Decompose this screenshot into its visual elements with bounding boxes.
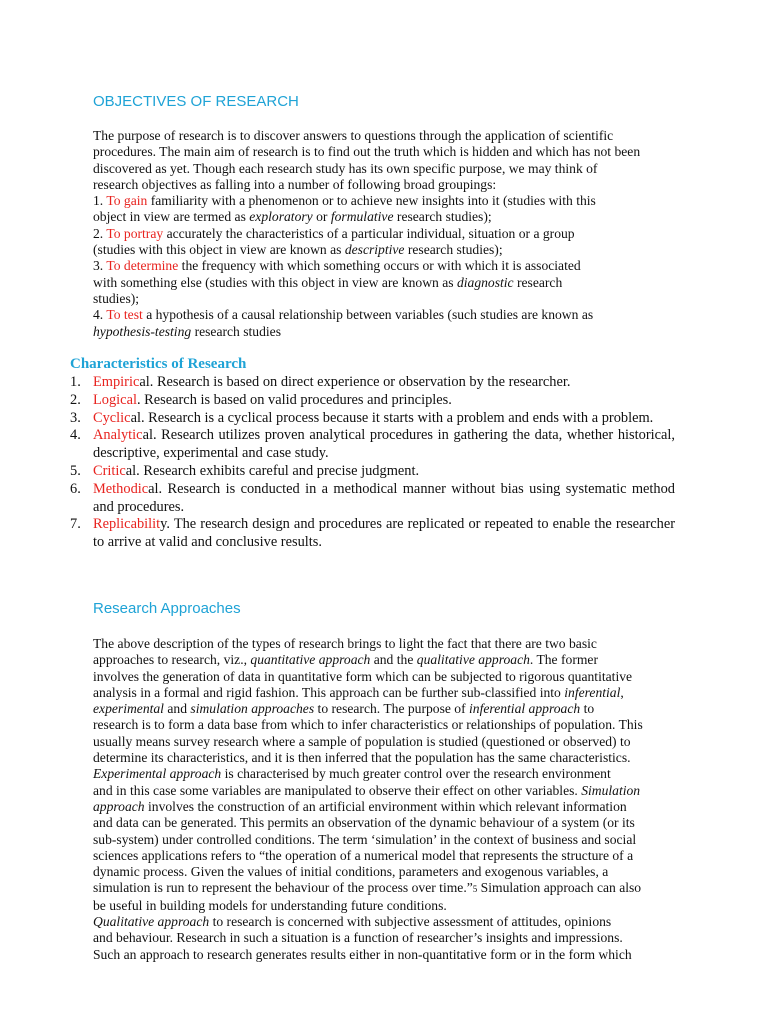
text-line: be useful in building models for understanding future conditions. — [93, 897, 447, 913]
characteristic-item: 3. Cyclical. Research is a cyclical process because it starts with a problem and ends with a problem. — [70, 409, 654, 426]
objective-keyword: To determine — [106, 258, 179, 274]
footnote-ref: 5 — [472, 884, 478, 895]
text-line: and in this case some variables are manipulated to observe their effect on other variables. Simulation — [93, 782, 641, 798]
objective-keyword: To test — [106, 307, 143, 323]
text-line: experimental and simulation approaches to research. The purpose of inferential approach to — [93, 701, 595, 717]
text-line: discovered as yet. Though each research study has its own specific purpose, we may think of — [93, 160, 598, 176]
text-line: with something else (studies with this object in view are known as diagnostic research — [93, 274, 563, 290]
text-line: The above description of the types of research brings to light the fact that there are two basic — [93, 636, 597, 651]
objective-3: 3. To determine the frequency with which something occurs or with which it is associated — [93, 258, 581, 274]
text-line: simulation is run to represent the behaviour of the process over time.”5 Simulation approach can also — [93, 880, 642, 896]
text-line: Qualitative approach to research is concerned with subjective assessment of attitudes, opinions — [93, 914, 612, 930]
text-line: sub-system) under controlled conditions. The term ‘simulation’ in the context of business and social — [93, 831, 637, 847]
objectives-paragraph — [93, 128, 693, 340]
text-line: hypothesis-testing research studies — [93, 323, 282, 339]
characteristic-item: 1. Empirical. Research is based on direct experience or observation by the researcher. — [70, 374, 571, 390]
objective-4: 4. To test a hypothesis of a causal relationship between variables (such studies are known as — [93, 307, 594, 323]
text-line: studies); — [93, 290, 140, 306]
text-line: approach involves the construction of an artificial environment within which relevant information — [93, 798, 627, 814]
text-line: Such an approach to research generates results either in non-quantitative form or in the form which — [93, 946, 632, 962]
characteristic-item: 6. Methodical. Research is conducted in a methodical manner without bias using systematic method and procedures. — [70, 480, 675, 515]
text-line: and data can be generated. This permits an observation of the dynamic behaviour of a system (or its — [93, 815, 635, 831]
text-line: approaches to research, viz., quantitative approach and the qualitative approach. The former — [93, 652, 598, 668]
text-line: procedures. The main aim of research is to find out the truth which is hidden and which has not been — [93, 144, 641, 160]
text-line: The purpose of research is to discover answers to questions through the application of scientific — [93, 128, 614, 143]
text-line: research objectives as falling into a number of following broad groupings: — [93, 176, 497, 192]
text-line: involves the generation of data in quantitative form which can be subjected to rigorous quantitative — [93, 668, 633, 684]
text-line: (studies with this object in view are known as descriptive research studies); — [93, 242, 503, 258]
characteristic-item: 4. Analytical. Research utilizes proven analytical procedures in gathering the data, whether historical, descriptive, experimental and case study. — [70, 427, 675, 462]
text-line: usually means survey research where a sample of population is studied (questioned or observed) to — [93, 733, 631, 749]
text-line: research is to form a data base from which to infer characteristics or relationships of population. This — [93, 717, 643, 733]
objective-keyword: To gain — [106, 193, 148, 209]
objective-2: 2. To portray accurately the characteristics of a particular individual, situation or a group — [93, 225, 575, 241]
characteristics-heading: Characteristics of Research — [70, 356, 247, 372]
text-line: and behaviour. Research in such a situation is a function of researcher’s insights and impressions. — [93, 930, 623, 946]
objectives-heading: OBJECTIVES OF RESEARCH — [93, 93, 299, 110]
text-line: sciences applications refers to “the operation of a numerical model that represents the structure of a — [93, 847, 634, 863]
text-line: determine its characteristics, and it is then inferred that the population has the same characteristics. — [93, 750, 631, 766]
text-line: analysis in a formal and rigid fashion. This approach can be further sub-classified into inferential, — [93, 684, 624, 700]
approaches-paragraph — [93, 636, 693, 963]
characteristics-list — [70, 374, 675, 552]
text-line: Experimental approach is characterised by much greater control over the research environment — [93, 766, 611, 782]
text-line: object in view are termed as exploratory or formulative research studies); — [93, 209, 492, 225]
approaches-heading: Research Approaches — [93, 600, 241, 617]
objective-keyword: To portray — [106, 225, 164, 241]
characteristic-item: 5. Critical. Research exhibits careful and precise judgment. — [70, 462, 420, 479]
objective-1: 1. To gain familiarity with a phenomenon or to achieve new insights into it (studies with this — [93, 193, 596, 209]
characteristic-item: 7. Replicability. The research design and procedures are replicated or repeated to enable the researcher to arrive at valid and conclusive results. — [70, 516, 675, 551]
text-line: dynamic process. Given the values of initial conditions, parameters and exogenous variables, a — [93, 864, 609, 880]
characteristic-item: 2. Logical. Research is based on valid procedures and principles. — [70, 391, 452, 408]
